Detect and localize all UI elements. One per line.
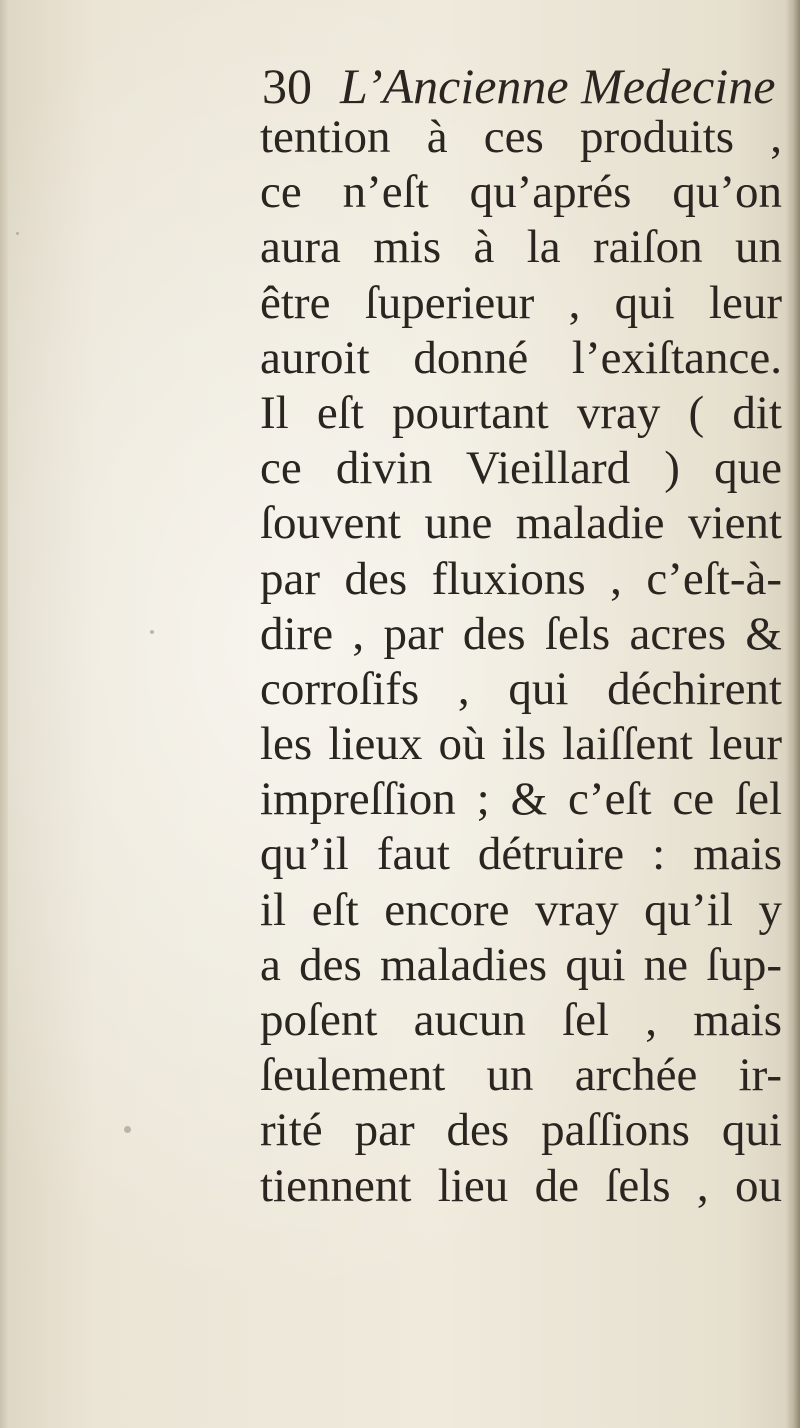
ink-speck xyxy=(150,630,154,634)
text-line: ſeulement un archée ir- xyxy=(260,1049,782,1102)
text-line: qu’il faut détruire : mais xyxy=(260,828,782,881)
text-line: a des maladies qui ne ſup- xyxy=(260,938,782,991)
body-text xyxy=(260,110,782,1214)
text-line: tiennent lieu de ſels , ou xyxy=(260,1159,782,1212)
text-line: poſent aucun ſel , mais xyxy=(260,994,782,1046)
text-line: ſouvent une maladie vient xyxy=(260,497,782,550)
text-line: rité par des paſſions qui xyxy=(260,1104,782,1157)
text-line: ce n’eſt qu’aprés qu’on xyxy=(260,166,782,219)
ink-speck xyxy=(124,1126,131,1133)
running-head xyxy=(262,56,775,116)
text-line: par des fluxions , c’eſt-à- xyxy=(260,552,782,605)
text-line: être ſuperieur , qui leur xyxy=(260,276,782,329)
page-number: 30 xyxy=(262,58,312,114)
page-gutter xyxy=(0,0,8,1428)
text-line: aura mis à la raiſon un xyxy=(260,221,782,274)
text-line: auroit donné l’exiſtance. xyxy=(260,331,782,384)
page-edge xyxy=(786,0,800,1428)
text-line: il eſt encore vray qu’il y xyxy=(260,883,782,936)
text-line: Il eſt pourtant vray ( dit xyxy=(260,386,782,439)
text-line: tention à ces produits , xyxy=(260,111,782,163)
ink-speck xyxy=(16,232,19,235)
text-line: corroſifs , qui déchirent xyxy=(260,662,782,715)
running-title: L’Ancienne Medecine xyxy=(340,58,776,114)
text-line: impreſſion ; & c’eſt ce ſel xyxy=(260,773,782,826)
text-line: les lieux où ils laiſſent leur xyxy=(260,718,782,771)
text-line: ce divin Vieillard ) que xyxy=(260,442,782,495)
text-line: dire , par des ſels acres & xyxy=(260,607,782,660)
